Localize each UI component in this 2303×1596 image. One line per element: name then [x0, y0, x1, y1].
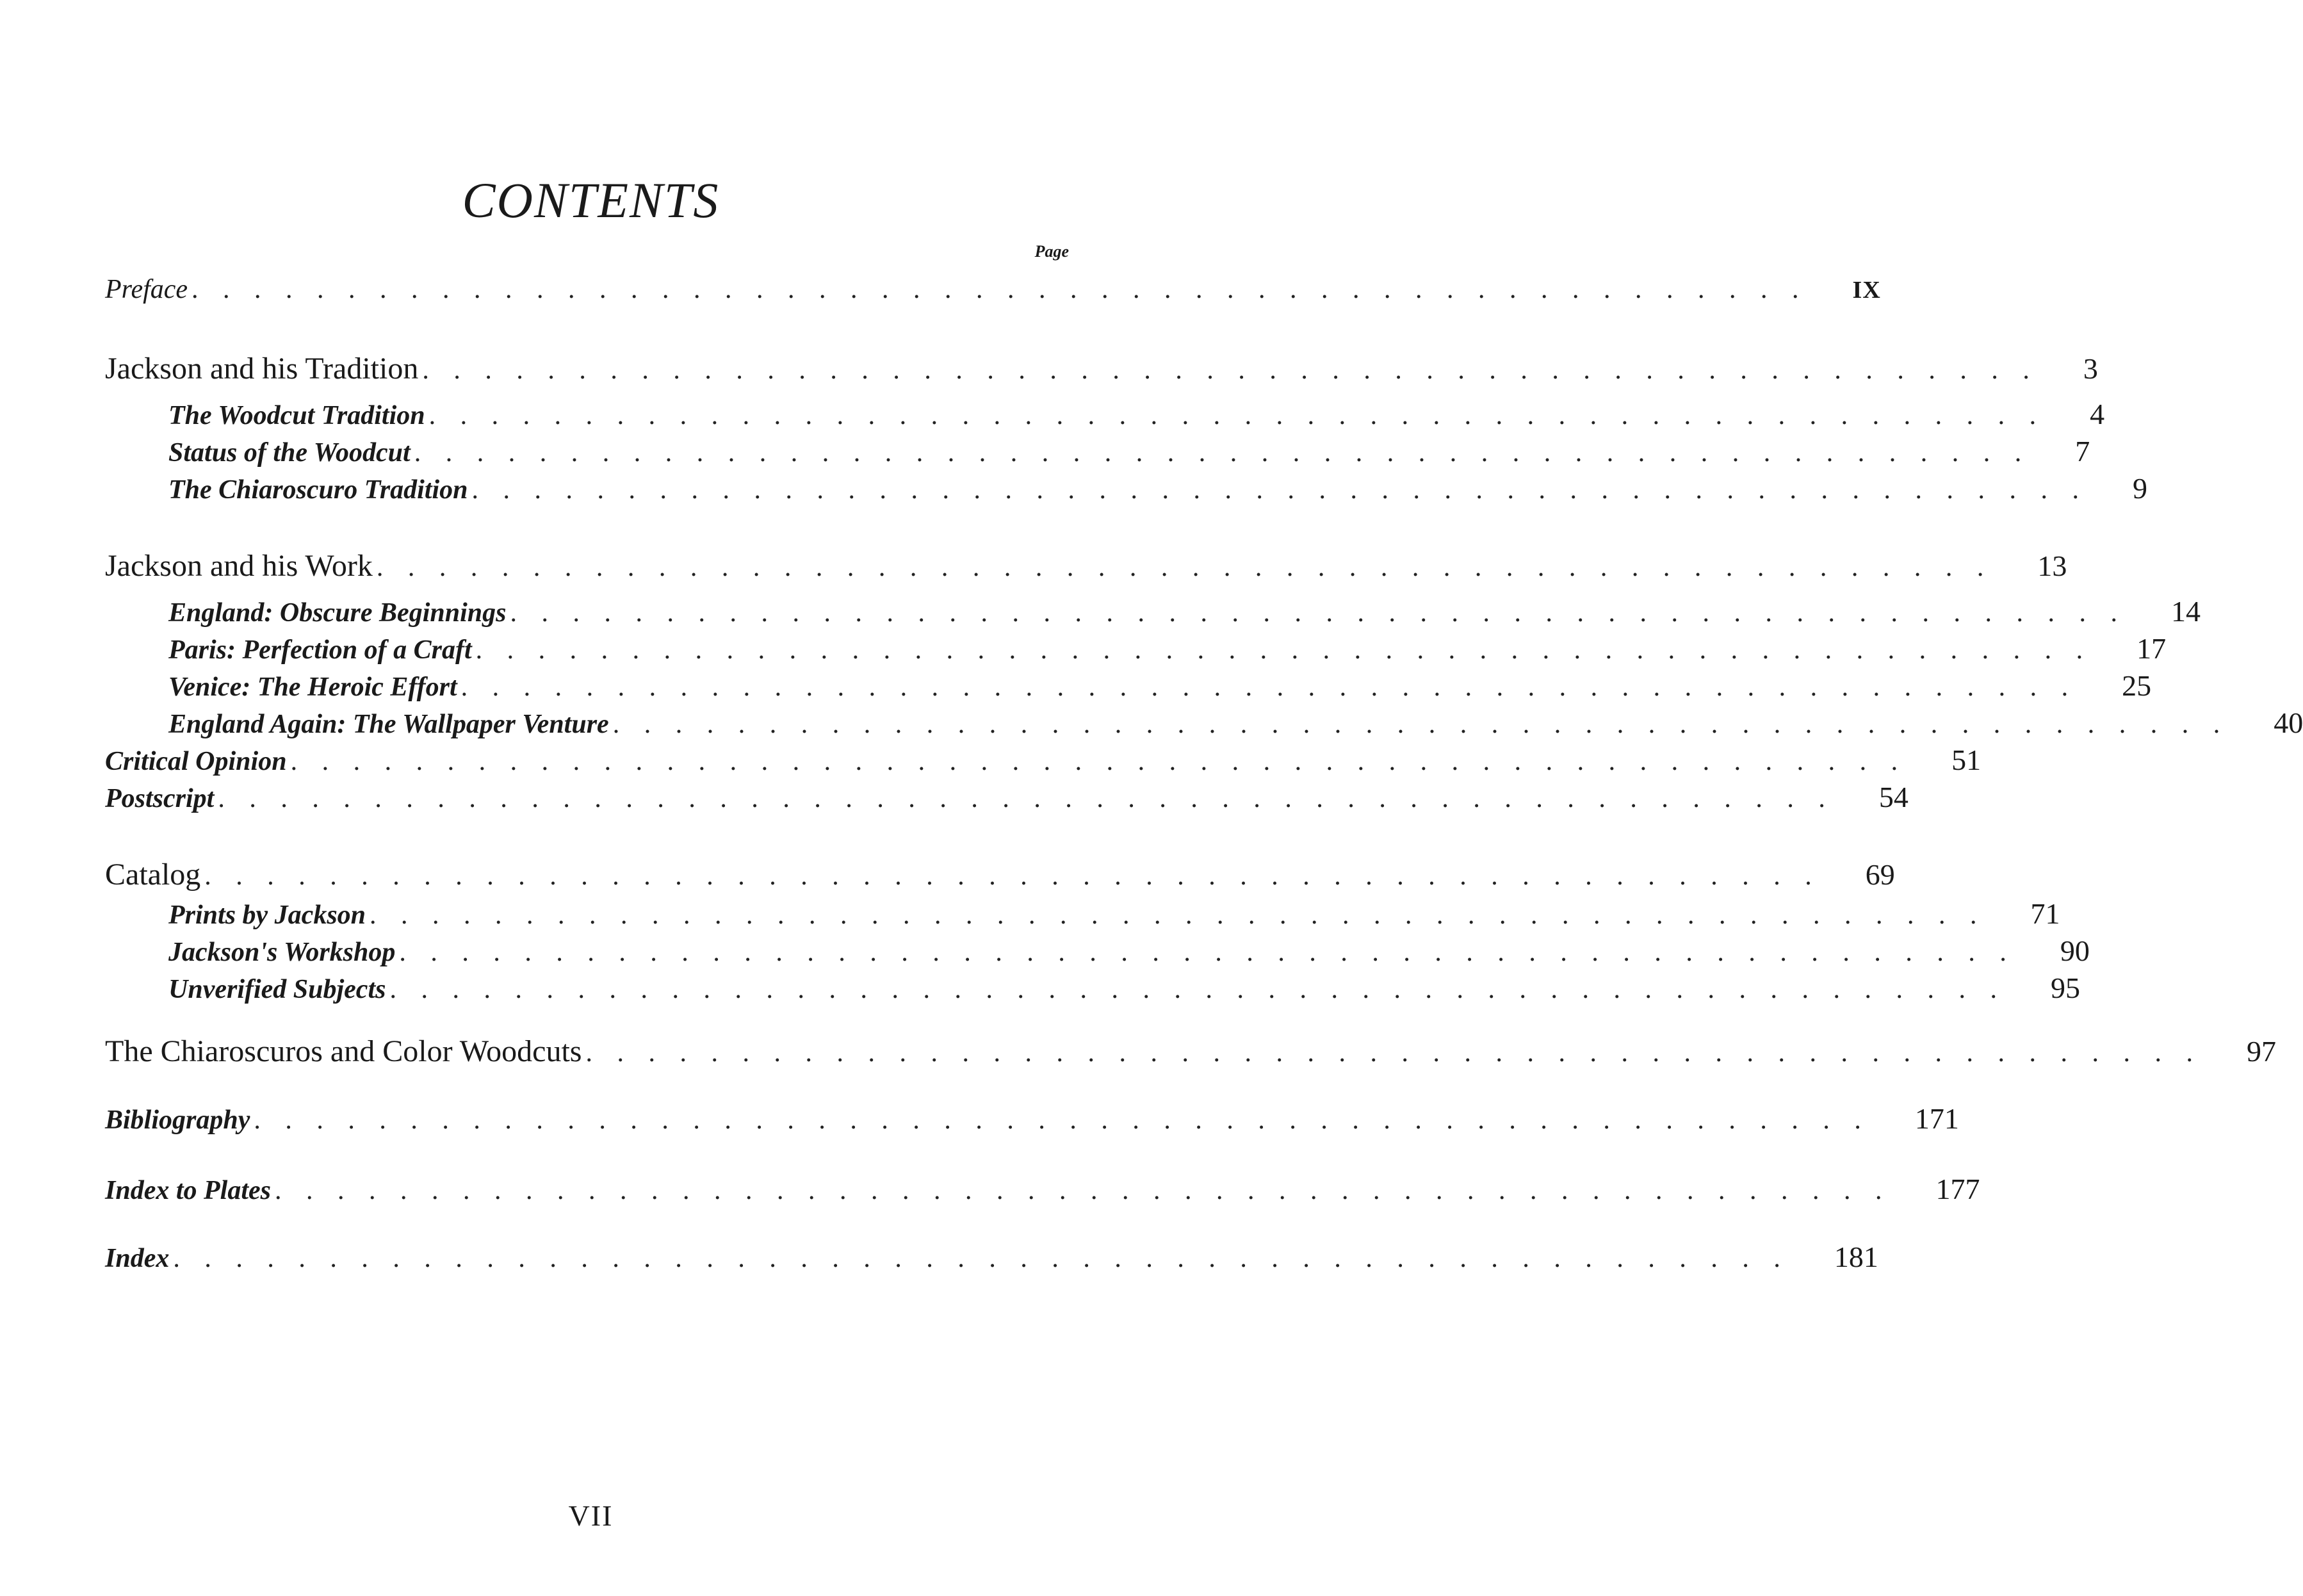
toc-entry-page: 4 [2090, 398, 2105, 430]
toc-entry-label: Jackson's Workshop [168, 938, 396, 967]
dot-leader: . . . . . . . . . . . . . . . . . . . . . . . . . . . . . . . . . . . . . . . . . . . . . . . . . . . . [173, 1244, 1789, 1273]
toc-entry-unverified-subjects [168, 971, 2080, 1009]
toc-entry-label: Unverified Subjects [168, 975, 386, 1004]
dot-leader: . . . . . . . . . . . . . . . . . . . . . . . . . . . . . . . . . . . . . . . . . . . . . . . . . . . . [389, 975, 2006, 1004]
toc-entry-label: Jackson and his Work [105, 549, 373, 583]
toc-entry-postscript [105, 780, 1908, 818]
toc-entry-page: 177 [1935, 1173, 1980, 1205]
toc-entry-page: 181 [1834, 1241, 1878, 1273]
toc-entry-page: 95 [2050, 972, 2080, 1004]
toc-entry-preface [105, 274, 1881, 313]
dot-leader: . . . . . . . . . . . . . . . . . . . . . . . . . . . . . . . . . . . . . . . . . . . . . . . . . . . . [290, 747, 1907, 776]
dot-leader: . . . . . . . . . . . . . . . . . . . . . . . . . . . . . . . . . . . . . . . . . . . . . . . . . . . . [471, 475, 2088, 505]
toc-entry-label: Paris: Perfection of a Craft [168, 635, 472, 665]
toc-entry-label: England: Obscure Beginnings [168, 598, 507, 628]
toc-entry-label: Critical Opinion [105, 747, 287, 776]
toc-entry-label: The Chiaroscuro Tradition [168, 475, 468, 505]
dot-leader: . . . . . . . . . . . . . . . . . . . . . . . . . . . . . . . . . . . . . . . . . . . . . . . . . . . . [254, 1105, 1870, 1135]
toc-entry-label: Venice: The Heroic Effort [168, 672, 457, 702]
toc-entry-page: 3 [2083, 352, 2098, 385]
dot-leader: . . . . . . . . . . . . . . . . . . . . . . . . . . . . . . . . . . . . . . . . . . . . . . . . . . . . [376, 553, 1993, 582]
toc-entry-label: The Woodcut Tradition [168, 401, 425, 430]
toc-entry-status-woodcut [168, 434, 2090, 473]
toc-entry-label: Index to Plates [105, 1176, 271, 1205]
dot-leader: . . . . . . . . . . . . . . . . . . . . . . . . . . . . . . . . . . . . . . . . . . . . . . . . . . . . [218, 784, 1834, 813]
dot-leader: . . . . . . . . . . . . . . . . . . . . . . . . . . . . . . . . . . . . . . . . . . . . . . . . . . . . [414, 438, 2031, 468]
toc-entry-page: 97 [2246, 1035, 2276, 1068]
toc-entry-label: Bibliography [105, 1105, 250, 1135]
toc-entry-woodcut-tradition [168, 397, 2105, 436]
toc-entry-index [105, 1240, 1878, 1278]
toc-entry-page: 14 [2170, 595, 2201, 628]
toc-entry-page: 71 [2030, 897, 2060, 930]
toc-entry-jackson-tradition [105, 351, 2098, 389]
dot-leader: . . . . . . . . . . . . . . . . . . . . . . . . . . . . . . . . . . . . . . . . . . . . . . . . . . . . [585, 1038, 2202, 1068]
toc-entry-page: 13 [2037, 550, 2067, 582]
toc-entry-label: Catalog [105, 858, 201, 892]
page-folio: VII [568, 1499, 614, 1532]
page-column-label: Page [1034, 242, 1069, 261]
toc-entry-label: Preface [105, 275, 188, 304]
dot-leader: . . . . . . . . . . . . . . . . . . . . . . . . . . . . . . . . . . . . . . . . . . . . . . . . . . . . [399, 938, 2015, 967]
toc-entry-index-to-plates [105, 1172, 1980, 1210]
toc-entry-england-again [168, 706, 2303, 744]
dot-leader: . . . . . . . . . . . . . . . . . . . . . . . . . . . . . . . . . . . . . . . . . . . . . . . . . . . . [510, 598, 2126, 628]
toc-entry-bibliography [105, 1102, 1959, 1140]
dot-leader: . . . . . . . . . . . . . . . . . . . . . . . . . . . . . . . . . . . . . . . . . . . . . . . . . . . . [428, 401, 2046, 430]
toc-entry-label: The Chiaroscuros and Color Woodcuts [105, 1034, 582, 1068]
toc-entry-critical-opinion [105, 743, 1982, 781]
toc-entry-page: 9 [2133, 472, 2148, 505]
toc-entry-england-beginnings [168, 594, 2201, 633]
toc-entry-chiaroscuros [105, 1034, 2276, 1072]
toc-entry-page: 25 [2122, 669, 2152, 702]
toc-entry-jacksons-workshop [168, 934, 2090, 972]
toc-entry-page: 40 [2274, 706, 2303, 739]
dot-leader: . . . . . . . . . . . . . . . . . . . . . . . . . . . . . . . . . . . . . . . . . . . . . . . . . . . . [204, 861, 1821, 891]
dot-leader: . . . . . . . . . . . . . . . . . . . . . . . . . . . . . . . . . . . . . . . . . . . . . . . . . . . . [460, 672, 2078, 702]
toc-entry-paris [168, 631, 2167, 670]
toc-entry-page: 171 [1914, 1102, 1959, 1135]
toc-entry-label: Jackson and his Tradition [105, 352, 419, 386]
toc-entry-label: Postscript [105, 784, 215, 813]
dot-leader: . . . . . . . . . . . . . . . . . . . . . . . . . . . . . . . . . . . . . . . . . . . . . . . . . . . . [275, 1176, 1891, 1205]
dot-leader: . . . . . . . . . . . . . . . . . . . . . . . . . . . . . . . . . . . . . . . . . . . . . . . . . . . . [191, 275, 1808, 304]
toc-entry-catalog [105, 857, 1895, 895]
toc-entry-page: 54 [1878, 781, 1908, 813]
toc-entry-page: 69 [1865, 858, 1895, 891]
page-title: CONTENTS [462, 172, 720, 228]
toc-entry-label: Index [105, 1244, 170, 1273]
dot-leader: . . . . . . . . . . . . . . . . . . . . . . . . . . . . . . . . . . . . . . . . . . . . . . . . . . . . [370, 900, 1986, 930]
toc-entry-label: England Again: The Wallpaper Venture [168, 710, 609, 739]
toc-entry-page: 17 [2136, 632, 2167, 665]
toc-entry-jackson-work [105, 548, 2067, 587]
toc-entry-page: 7 [2075, 435, 2090, 468]
dot-leader: . . . . . . . . . . . . . . . . . . . . . . . . . . . . . . . . . . . . . . . . . . . . . . . . . . . . [475, 635, 2092, 665]
dot-leader: . . . . . . . . . . . . . . . . . . . . . . . . . . . . . . . . . . . . . . . . . . . . . . . . . . . . [422, 355, 2039, 385]
dot-leader: . . . . . . . . . . . . . . . . . . . . . . . . . . . . . . . . . . . . . . . . . . . . . . . . . . . . [612, 710, 2229, 739]
toc-entry-page: IX [1852, 277, 1881, 304]
toc-entry-label: Status of the Woodcut [168, 438, 411, 468]
toc-entry-page: 90 [2060, 934, 2090, 967]
toc-entry-prints-by-jackson [168, 897, 2060, 935]
toc-entry-label: Prints by Jackson [168, 900, 366, 930]
toc-entry-venice [168, 669, 2152, 707]
toc-entry-chiaroscuro-tradition [168, 471, 2148, 510]
toc-entry-page: 51 [1951, 744, 1982, 776]
